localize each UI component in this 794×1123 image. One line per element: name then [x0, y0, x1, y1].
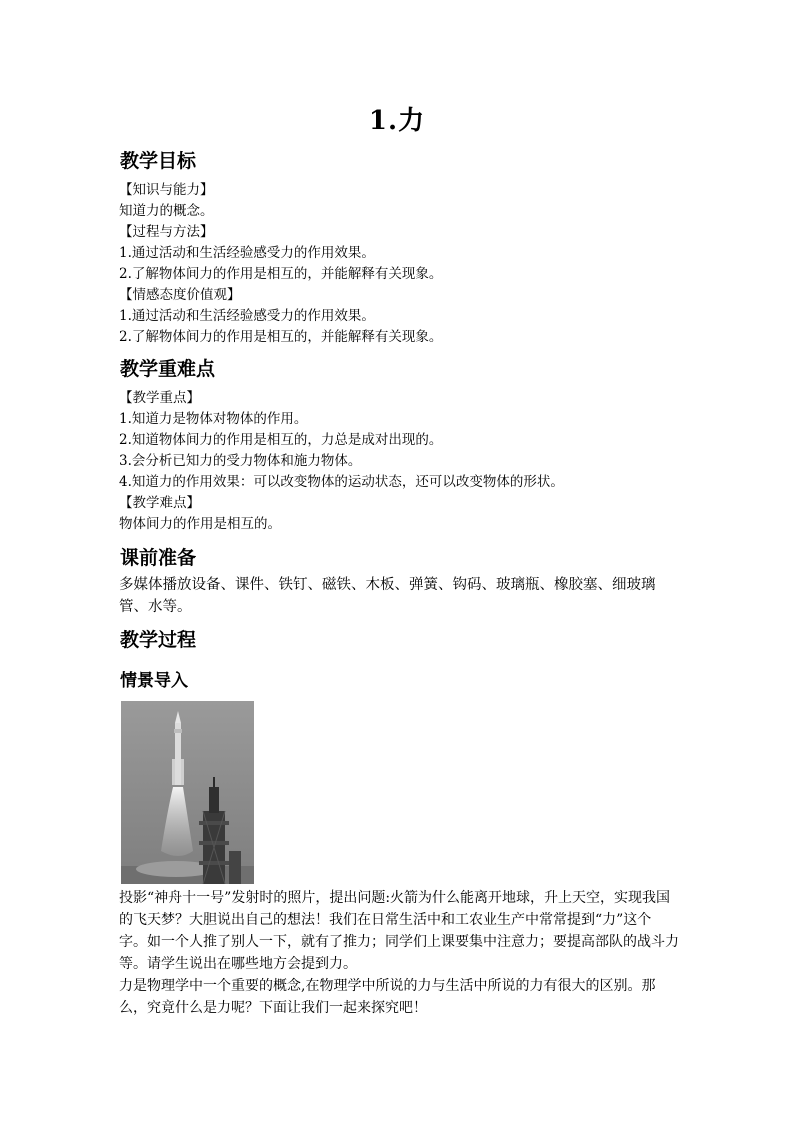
key-points-line: 3.会分析已知力的受力物体和施力物体。	[119, 453, 362, 469]
objectives-line: 【过程与方法】	[119, 224, 214, 240]
rocket-launch-photo	[121, 701, 254, 884]
key-points-line: 物体间力的作用是相互的。	[119, 516, 281, 532]
heading-process: 教学过程	[120, 629, 197, 651]
page-title: 1.力	[368, 106, 426, 136]
objectives-line: 1.通过活动和生活经验感受力的作用效果。	[119, 308, 375, 324]
key-points-line: 4.知道力的作用效果：可以改变物体的运动状态，还可以改变物体的形状。	[119, 474, 564, 490]
objectives-line: 1.通过活动和生活经验感受力的作用效果。	[119, 245, 375, 261]
concept-paragraph: 力是物理学中一个重要的概念,在物理学中所说的力与生活中所说的力有很大的区别。那么，究竟什么是力呢？下面让我们一起来探究吧！	[119, 978, 656, 1016]
objectives-line: 【知识与能力】	[119, 182, 214, 198]
key-points-line: 【教学重点】	[119, 390, 200, 406]
objectives-line: 2.了解物体间力的作用是相互的，并能解释有关现象。	[119, 329, 443, 345]
objectives-line: 【情感态度价值观】	[119, 287, 241, 303]
heading-preparation: 课前准备	[120, 547, 197, 569]
subheading-scenario-intro: 情景导入	[120, 671, 188, 691]
heading-key-points: 教学重难点	[120, 358, 216, 380]
objectives-line: 知道力的概念。	[119, 203, 214, 219]
key-points-line: 1.知道力是物体对物体的作用。	[119, 411, 308, 427]
key-points-line: 2.知道物体间力的作用是相互的，力总是成对出现的。	[119, 432, 443, 448]
preparation-text: 多媒体播放设备、课件、铁钉、磁铁、木板、弹簧、钩码、玻璃瓶、橡胶塞、细玻璃管、水等。	[119, 577, 656, 615]
heading-objectives: 教学目标	[120, 150, 197, 172]
key-points-line: 【教学难点】	[119, 495, 200, 511]
objectives-line: 2.了解物体间力的作用是相互的，并能解释有关现象。	[119, 266, 443, 282]
intro-paragraph: 投影“神舟十一号”发射时的照片，提出问题:火箭为什么能离开地球，升上天空，实现我国的飞天梦？大胆说出自己的想法！我们在日常生活中和工农业生产中常常提到“力”这个字。如一个人推了别人一下，就有了推力；同学们上课要集中注意力；要提高部队的战斗力等。请学生说出在哪些地方会提到力。	[119, 890, 679, 972]
